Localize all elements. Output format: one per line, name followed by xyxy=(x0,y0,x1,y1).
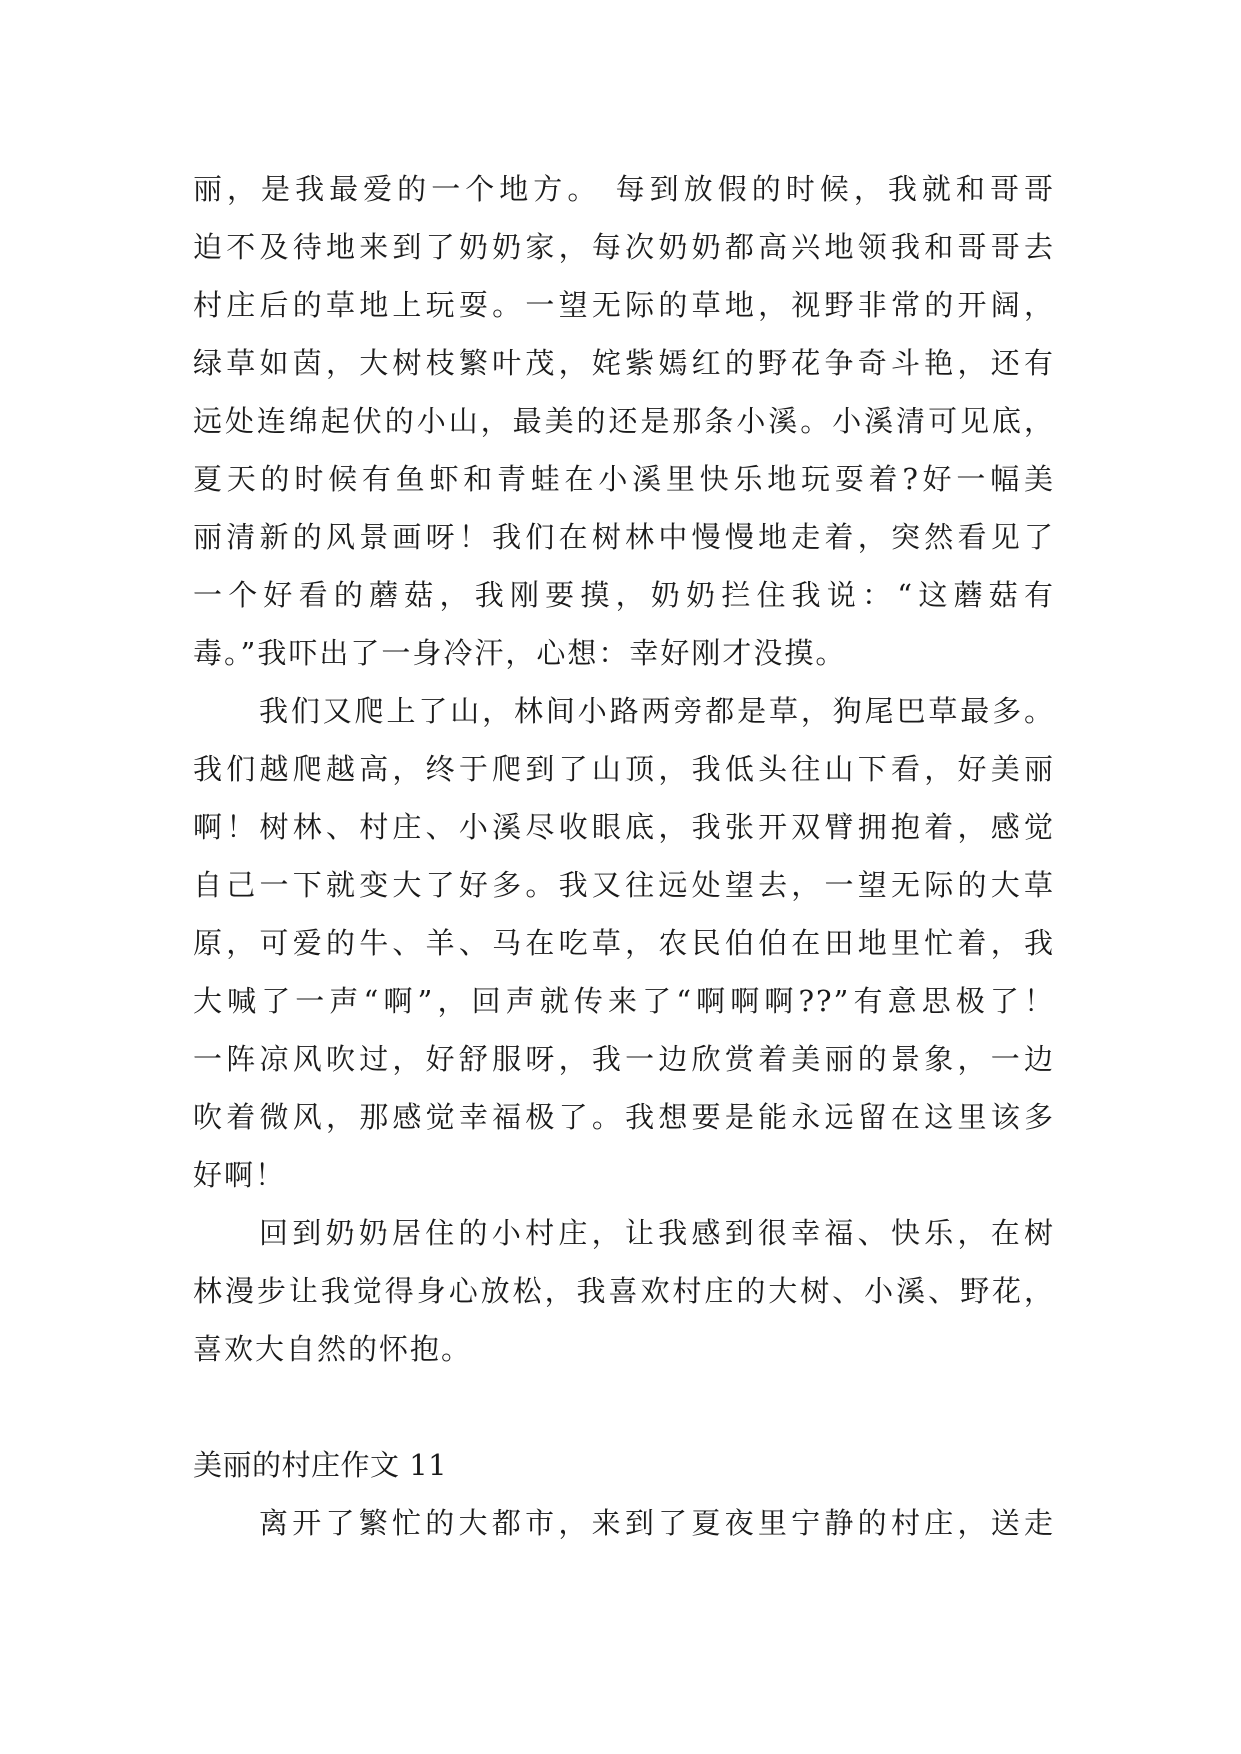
text-line: 林漫步让我觉得身心放松，我喜欢村庄的大树、小溪、野花， xyxy=(193,1274,1055,1308)
text-line: 回到奶奶居住的小村庄，让我感到很幸福、快乐，在树 xyxy=(259,1216,1055,1250)
paragraph-1 xyxy=(193,160,1055,682)
section-title: 美丽的村庄作文 11 xyxy=(193,1448,448,1482)
text-line: 原，可爱的牛、羊、马在吃草，农民伯伯在田地里忙着，我 xyxy=(193,926,1055,960)
text-line: 一个好看的蘑菇，我刚要摸，奶奶拦住我说：“这蘑菇有 xyxy=(193,578,1055,612)
text-line: 吹着微风，那感觉幸福极了。我想要是能永远留在这里该多 xyxy=(193,1100,1055,1134)
article-body xyxy=(193,160,1055,1552)
text-line: 迫不及待地来到了奶奶家，每次奶奶都高兴地领我和哥哥去 xyxy=(193,230,1055,264)
text-line: 一阵凉风吹过，好舒服呀，我一边欣赏着美丽的景象，一边 xyxy=(193,1042,1055,1076)
section-first-line: 离开了繁忙的大都市，来到了夏夜里宁静的村庄，送走 xyxy=(259,1506,1055,1540)
text-line: 丽清新的风景画呀！我们在树林中慢慢地走着，突然看见了 xyxy=(193,520,1055,554)
text-line: 丽，是我最爱的一个地方。 每到放假的时候，我就和哥哥 xyxy=(193,172,1055,206)
text-line: 大喊了一声“啊”，回声就传来了“啊啊啊??”有意思极了！ xyxy=(193,984,1055,1018)
spacer xyxy=(193,1378,1055,1436)
text-line: 绿草如茵，大树枝繁叶茂，姹紫嫣红的野花争奇斗艳，还有 xyxy=(193,346,1055,380)
text-line: 喜欢大自然的怀抱。 xyxy=(193,1332,473,1366)
text-line: 好啊！ xyxy=(193,1158,287,1192)
text-line: 自己一下就变大了好多。我又往远处望去，一望无际的大草 xyxy=(193,868,1055,902)
text-line: 夏天的时候有鱼虾和青蛙在小溪里快乐地玩耍着?好一幅美 xyxy=(193,462,1055,496)
text-line: 我们又爬上了山，林间小路两旁都是草，狗尾巴草最多。 xyxy=(259,694,1055,728)
text-line: 远处连绵起伏的小山，最美的还是那条小溪。小溪清可见底， xyxy=(193,404,1055,438)
text-line: 毒。”我吓出了一身冷汗，心想：幸好刚才没摸。 xyxy=(193,636,847,670)
text-line: 啊！树林、村庄、小溪尽收眼底，我张开双臂拥抱着，感觉 xyxy=(193,810,1055,844)
text-line: 我们越爬越高，终于爬到了山顶，我低头往山下看，好美丽 xyxy=(193,752,1055,786)
text-line: 村庄后的草地上玩耍。一望无际的草地，视野非常的开阔， xyxy=(193,288,1055,322)
paragraph-3 xyxy=(193,1204,1055,1378)
paragraph-2 xyxy=(193,682,1055,1204)
